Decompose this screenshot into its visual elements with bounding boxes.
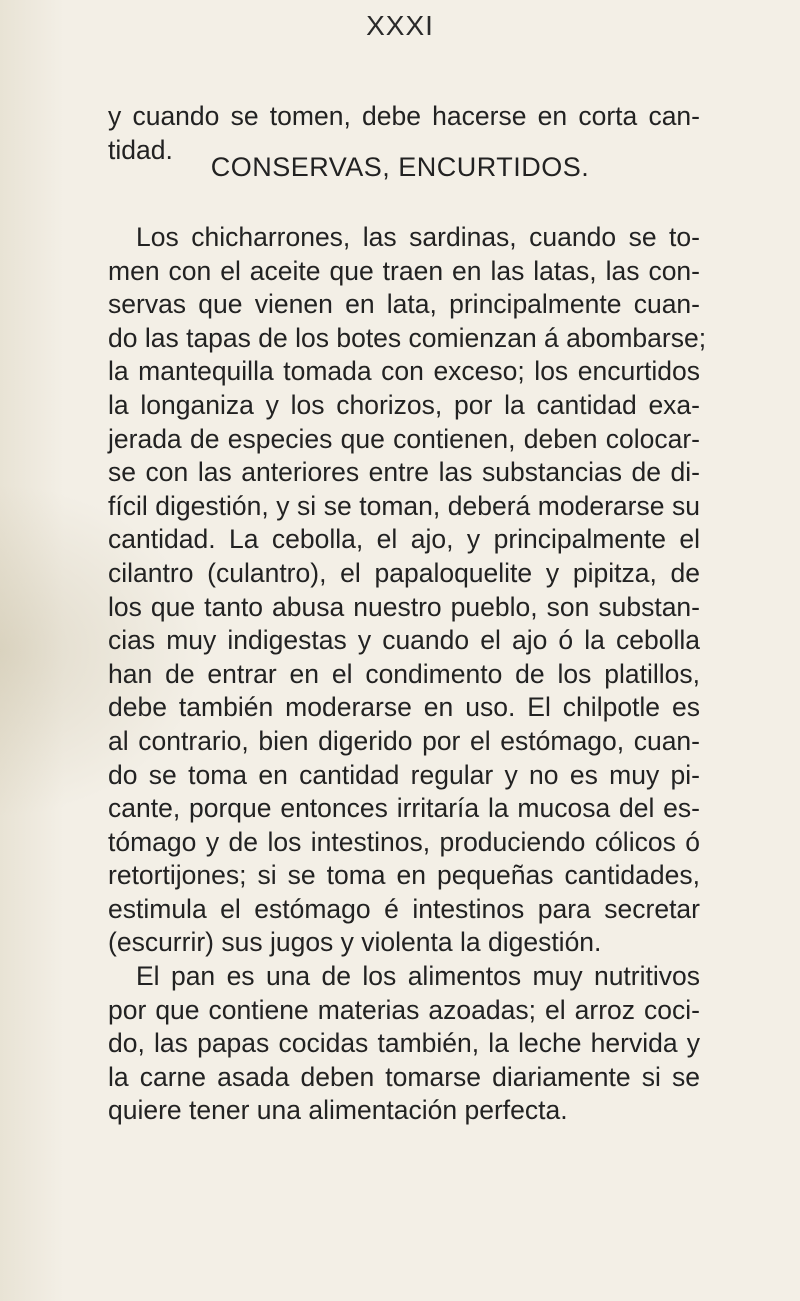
text-line: estimula el estómago é intestinos para secretar — [108, 893, 700, 924]
text-line: cias muy indigestas y cuando el ajo ó la cebolla — [108, 625, 700, 656]
text-line: retortijones; si se toma en pequeñas cantidades, — [108, 860, 700, 891]
text-line: por que contiene materias azoadas; el arroz coci- — [108, 994, 700, 1025]
text-line: quiere tener una alimentación perfecta. — [108, 1095, 568, 1126]
text-line: men con el aceite que traen en las latas, las con- — [108, 255, 700, 286]
text-line: debe también moderarse en uso. El chilpotle es — [108, 692, 700, 723]
text-line: cilantro (culantro), el papaloquelite y pipitza, de — [108, 557, 700, 588]
text-line: la longaniza y los chorizos, por la cantidad exa- — [108, 389, 700, 420]
text-line: tómago y de los intestinos, produciendo cólicos ó — [108, 826, 700, 857]
text-line: (escurrir) sus jugos y violenta la digestión. — [108, 927, 602, 958]
text-line: y cuando se tomen, debe hacerse en corta can- — [108, 101, 700, 131]
text-line: al contrario, bien digerido por el estómago, cuan- — [108, 725, 700, 756]
text-line: do, las papas cocidas también, la leche hervida y — [108, 1028, 700, 1059]
text-line: cante, porque entonces irritaría la mucosa del es- — [108, 793, 700, 824]
text-line: El pan es una de los alimentos muy nutritivos — [136, 961, 700, 992]
text-line: fícil digestión, y si se toman, deberá moderarse su — [108, 490, 700, 521]
text-line: jerada de especies que contienen, deben colocar- — [108, 423, 700, 454]
text-line: servas que vienen en lata, principalmente cuan- — [108, 289, 700, 320]
text-line: la mantequilla tomada con exceso; los encurtidos — [108, 356, 700, 387]
text-line: se con las anteriores entre las substancias de di- — [108, 457, 700, 488]
text-line: los que tanto abusa nuestro pueblo, son substan- — [108, 591, 700, 622]
body-paragraph — [108, 221, 707, 1128]
text-line: do las tapas de los botes comienzan á abombarse; — [108, 322, 707, 353]
page-number: XXXI — [366, 10, 434, 41]
text-line: do se toma en cantidad regular y no es muy pi- — [108, 759, 700, 790]
text-line: han de entrar en el condimento de los platillos, — [108, 658, 700, 689]
text-line: cantidad. La cebolla, el ajo, y principalmente el — [108, 524, 700, 555]
text-line: Los chicharrones, las sardinas, cuando se to- — [136, 222, 700, 252]
text-line: la carne asada deben tomarse diariamente si se — [108, 1061, 700, 1092]
text-line: tidad. — [108, 134, 173, 165]
section-heading: CONSERVAS, ENCURTIDOS. — [210, 152, 590, 182]
